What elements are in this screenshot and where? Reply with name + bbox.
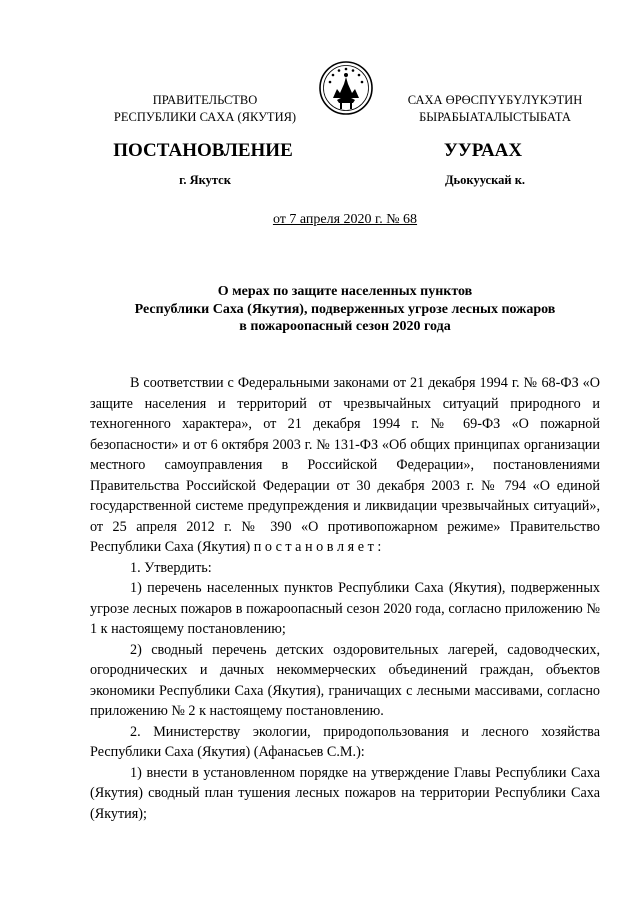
government-header-yakut (380, 92, 610, 126)
header-line-republic: РЕСПУБЛИКИ САХА (ЯКУТИЯ) (113, 110, 297, 124)
clause-1-subitem-1: 1) перечень населенных пунктов Республики Саха (Якутия), подверженных угрозе лесных пожаров в пожароопасный сезон 2020 года, согласно приложению № 1 к настоящему постановлению; (90, 580, 600, 637)
clause-2: 2. Министерству экологии, природопользования и лесного хозяйства Республики Саха (Якутия) (Афанасьев С.М.): (90, 723, 600, 760)
government-header-russian (100, 92, 310, 126)
document-type-russian: ПОСТАНОВЛЕНИЕ (113, 140, 293, 161)
document-date-number: от 7 апреля 2020 г. № 68 (272, 212, 418, 227)
clause-2-subitem-1: 1) внести в установленном порядке на утверждение Главы Республики Саха (Якутия) сводный план тушения лесных пожаров на территории Республики Саха (Якутия); (90, 764, 600, 822)
city-russian: г. Якутск (179, 173, 231, 187)
title-line: Республики Саха (Якутия), подверженных угрозе лесных пожаров (134, 301, 556, 317)
header-line-government: ПРАВИТЕЛЬСТВО (152, 93, 258, 107)
city-yakut: Дьокуускай к. (444, 173, 526, 187)
title-line: в пожароопасный сезон 2020 года (239, 319, 451, 334)
document-type-yakut: УУРААХ (443, 140, 523, 161)
republic-emblem-icon (318, 60, 374, 116)
document-body (90, 373, 600, 824)
title-line: О мерах по защите населенных пунктов (217, 284, 473, 299)
header-line-republic-yakut: САХА ӨРӨСПҮҮБҮЛҮКЭТИН (407, 93, 583, 107)
preamble-paragraph (90, 373, 600, 558)
header-line-government-yakut: БЫРАБЫАТАЛЫСТЫБАТА (419, 110, 571, 124)
resolves-text: п о с т а н о в л я е т : (253, 539, 382, 555)
preamble-text: В соответствии с Федеральными законами от 21 декабря 1994 г. № 68-ФЗ «О защите населения и территорий от чрезвычайных ситуаций природного и техногенного характера», от 21 декабря 1994 г. № 69-ФЗ «О пожарной безопасности» и от 6 октября 2003 г. № 131-ФЗ «Об общих принципах организации местного самоуправления в Российской Федерации», постановлениями Правительства Российской Федерации от 30 декабря 2003 г. № 794 «О единой государственной системе предупреждения и ликвидации чрезвычайных ситуаций», от 25 апреля 2012 г. № 390 «О противопожарном режиме» Правительство Республики Саха (Якутия) (90, 375, 600, 555)
clause-1-subitem-2: 2) сводный перечень детских оздоровительных лагерей, садоводческих, огороднических и дачных некоммерческих объединений граждан, объектов экономики Республики Саха (Якутия), граничащих с лесными массивами, согласно приложению № 2 к настоящему постановлению. (90, 641, 600, 719)
document-title (90, 283, 600, 336)
clause-1: 1. Утвердить: (130, 559, 212, 576)
